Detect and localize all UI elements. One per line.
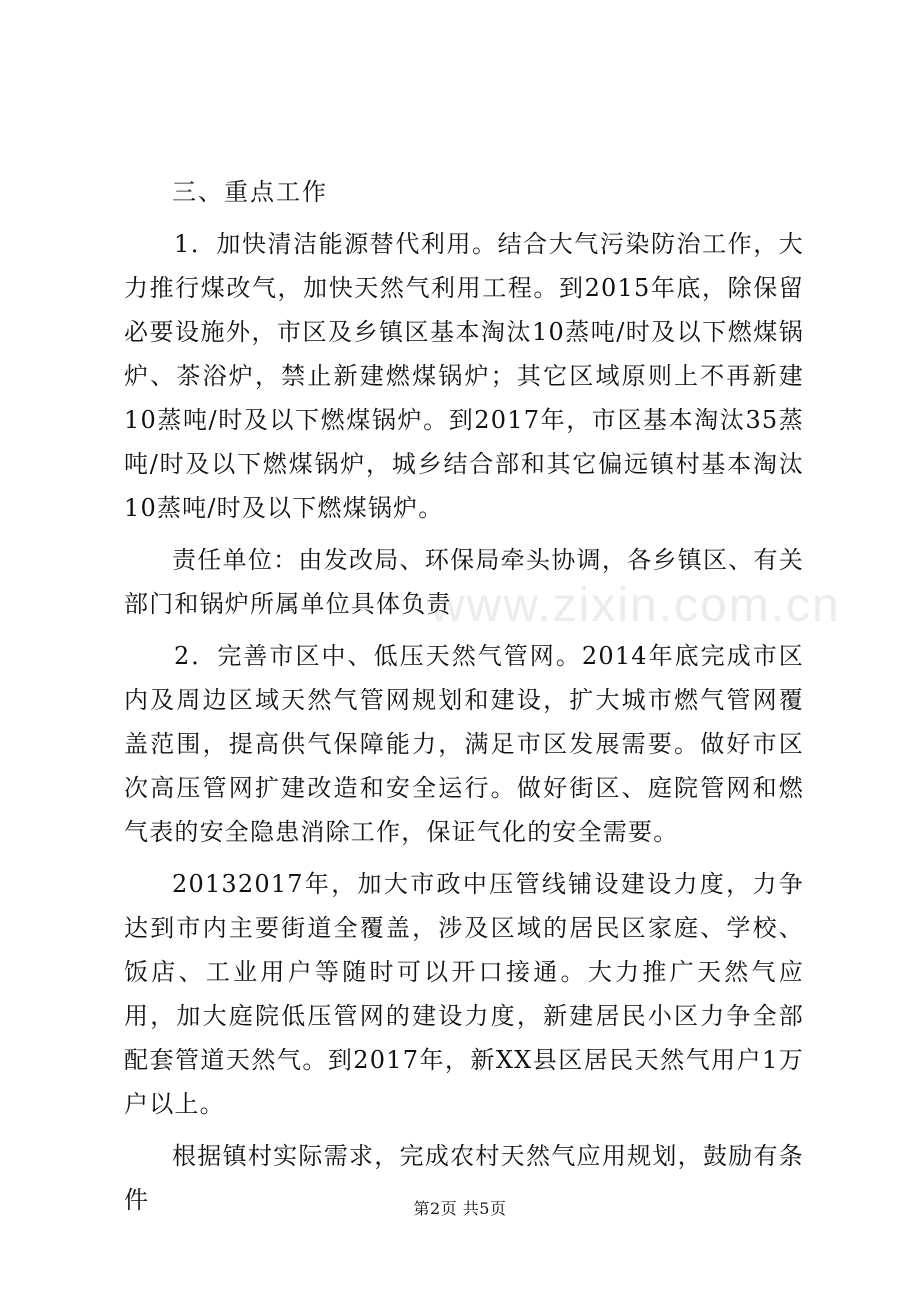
watermark-text: www.zixin.com.cn: [430, 579, 841, 632]
paragraph-2: 2．完善市区中、低压天然气管网。2014年底完成市区内及周边区域天然气管网规划和建设，扩大城市燃气管网覆盖范围，提高供气保障能力，满足市区发展需要。做好市区次高压管网扩建改造和安全运行。做好街区、庭院管网和燃气表的安全隐患消除工作，保证气化的安全需要。: [124, 642, 804, 846]
paragraph-4: 根据镇村实际需求，完成农村天然气应用规划，鼓励有条件: [124, 1142, 804, 1214]
document-body: [124, 170, 804, 1222]
page-footer: 第2页 共5页: [413, 1199, 507, 1218]
paragraph-responsibility: 责任单位：由发改局、环保局牵头协调，各乡镇区、有关部门和锅炉所属单位具体负责: [124, 546, 804, 618]
paragraph-1: 1．加快清洁能源替代利用。结合大气污染防治工作，大力推行煤改气，加快天然气利用工程。到2015年底，除保留必要设施外，市区及乡镇区基本淘汰10蒸吨/时及以下燃煤锅炉、茶浴炉，禁止新建燃煤锅炉；其它区域原则上不再新建10蒸吨/时及以下燃煤锅炉。到2017年，市区基本淘汰35蒸吨/时及以下燃煤锅炉，城乡结合部和其它偏远镇村基本淘汰10蒸吨/时及以下燃煤锅炉。: [124, 230, 804, 522]
paragraph-3: 20132017年，加大市政中压管线铺设建设力度，力争达到市内主要街道全覆盖，涉及区域的居民区家庭、学校、饭店、工业用户等随时可以开口接通。大力推广天然气应用，加大庭院低压管网的建设力度，新建居民小区力争全部配套管道天然气。到2017年，新XX县区居民天然气用户1万户以上。: [124, 870, 804, 1118]
section-heading: 三、重点工作: [172, 178, 328, 206]
